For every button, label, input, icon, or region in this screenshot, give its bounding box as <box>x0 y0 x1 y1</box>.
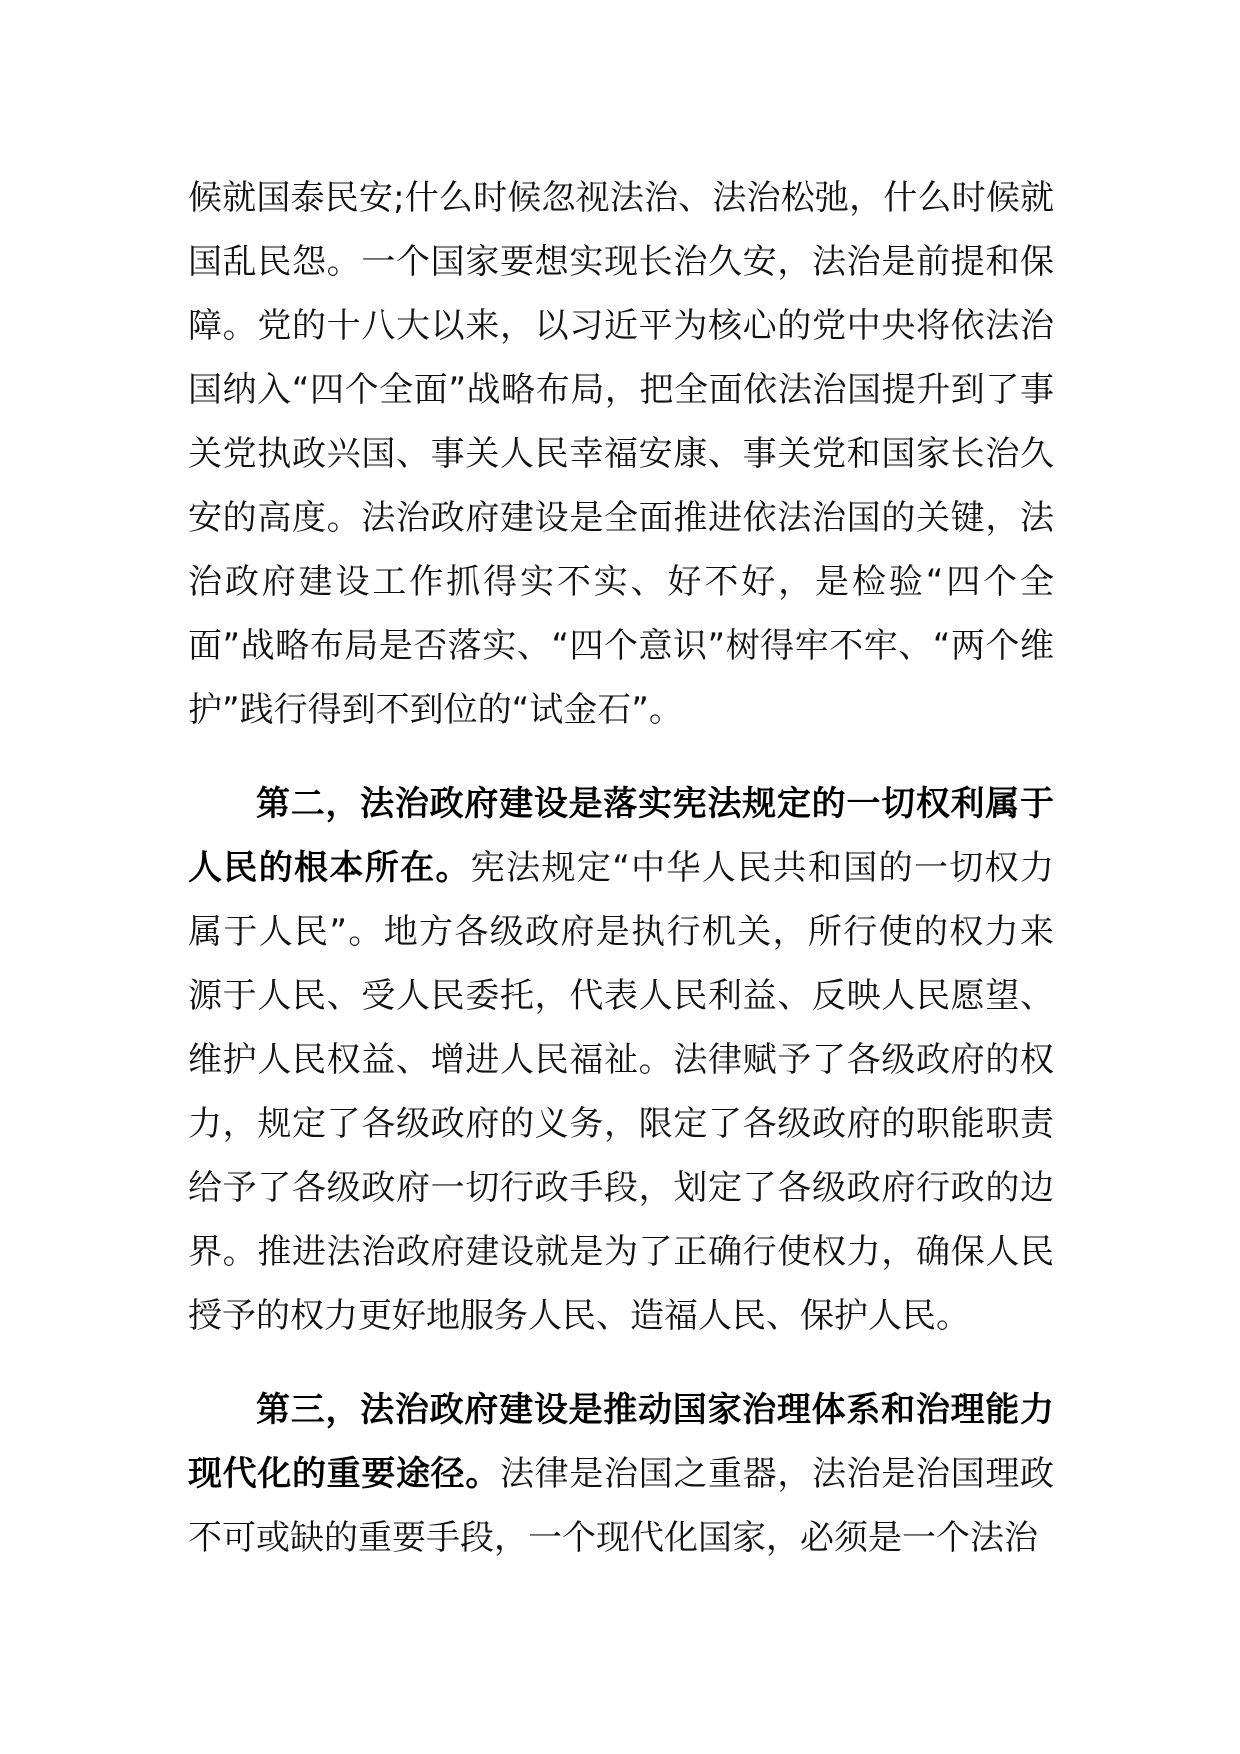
paragraph-continuation <box>188 166 1054 742</box>
paragraph-text: 法律是治国之重器，法治是治国理政不可或缺的重要手段，一个现代化国家，必须是一个法治 <box>188 1454 1054 1558</box>
paragraph-heading: 第二，法治政府建设是落实宪法规定的一切权利属于人民的根本所在。 <box>188 784 1054 888</box>
paragraph-second-point <box>188 772 1054 1348</box>
paragraph-third-point <box>188 1378 1054 1570</box>
document-body <box>188 166 1054 1570</box>
paragraph-heading: 第三，法治政府建设是推动国家治理体系和治理能力现代化的重要途径。 <box>188 1390 1054 1494</box>
paragraph-text: 候就国泰民安;什么时候忽视法治、法治松弛，什么时候就国乱民怨。一个国家要想实现长治久安，法治是前提和保障。党的十八大以来，以习近平为核心的党中央将依法治国纳入“四个全面”战略布局，把全面依法治国提升到了事关党执政兴国、事关人民幸福安康、事关党和国家长治久安的高度。法治政府建设是全面推进依法治国的关键，法治政府建设工作抓得实不实、好不好，是检验“四个全面”战略布局是否落实、“四个意识”树得牢不牢、“两个维护”践行得到不到位的“试金石”。 <box>188 178 1055 730</box>
paragraph-text: 宪法规定“中华人民共和国的一切权力属于人民”。地方各级政府是执行机关，所行使的权力来源于人民、受人民委托，代表人民利益、反映人民愿望、维护人民权益、增进人民福祉。法律赋予了各级政府的权力，规定了各级政府的义务，限定了各级政府的职能职责给予了各级政府一切行政手段，划定了各级政府行政的边界。推进法治政府建设就是为了正确行使权力，确保人民授予的权力更好地服务人民、造福人民、保护人民。 <box>188 848 1054 1336</box>
